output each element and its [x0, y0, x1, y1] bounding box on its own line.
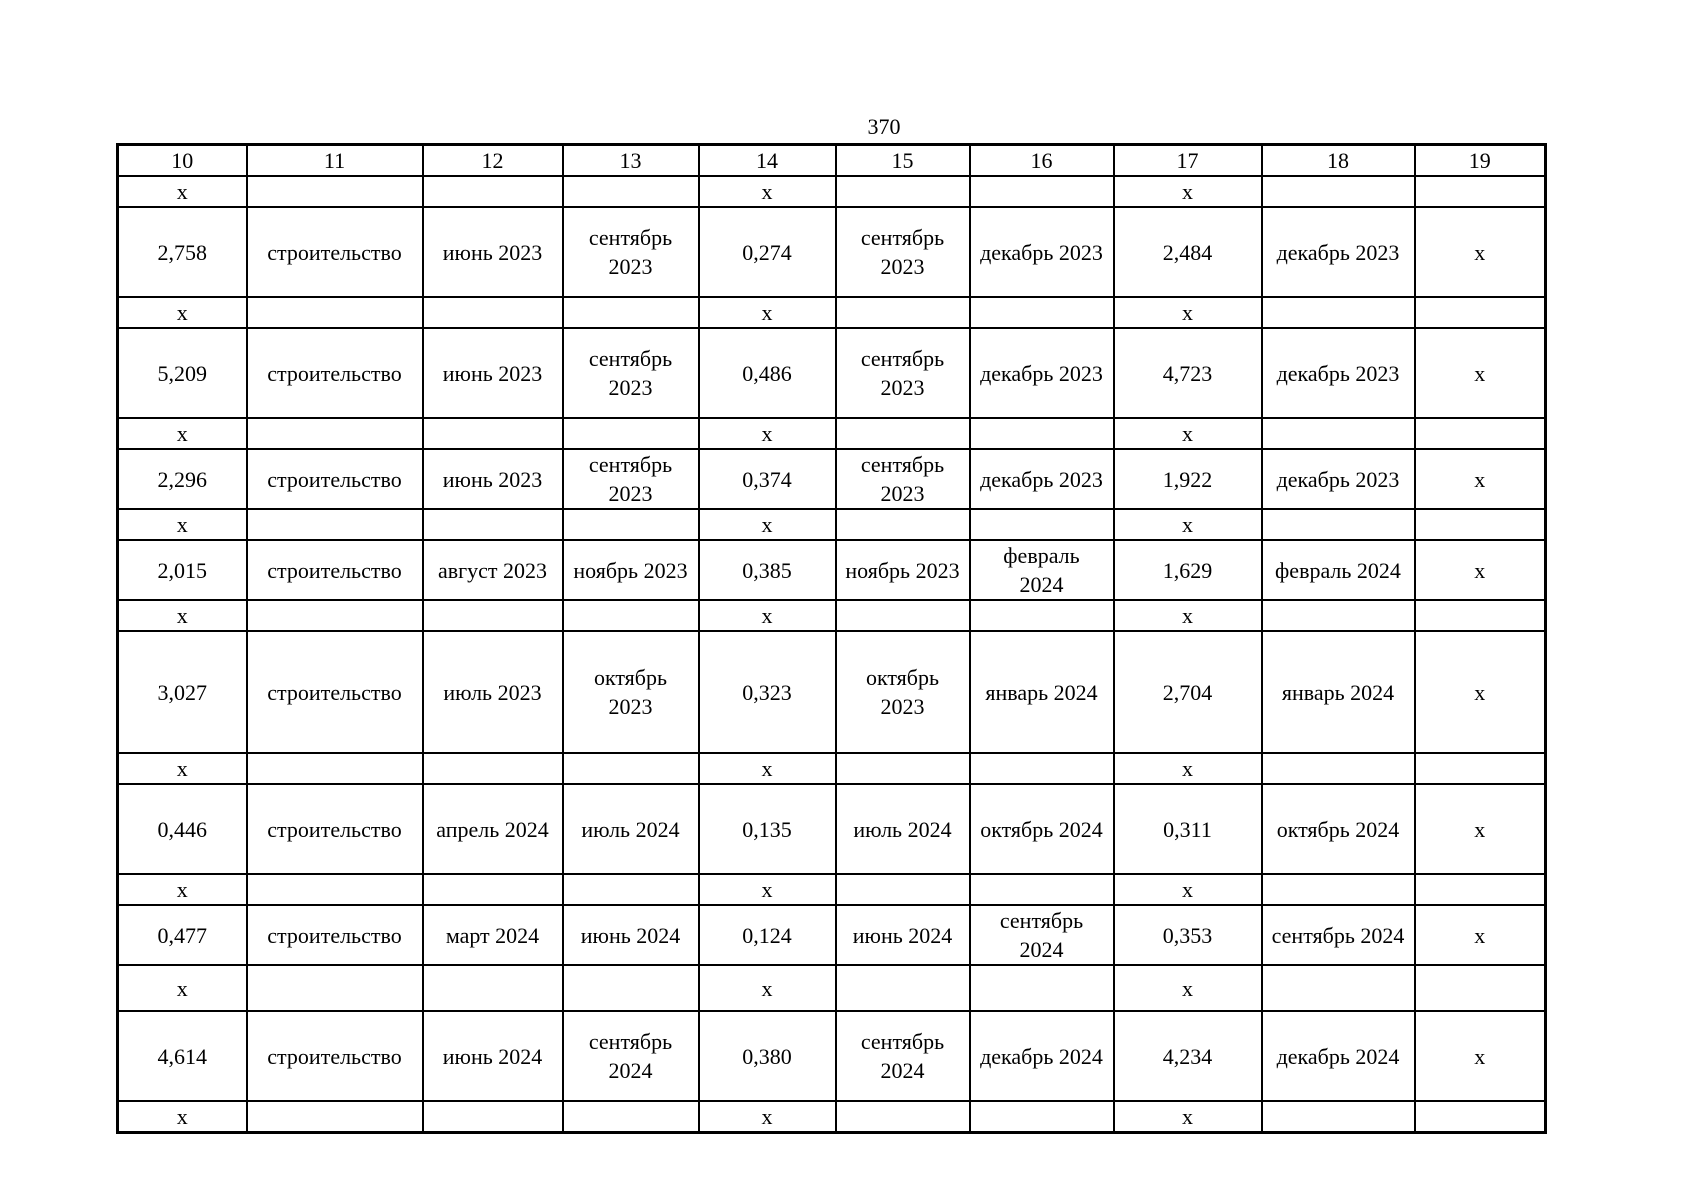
table-cell: сентябрь 2023 — [836, 328, 970, 418]
table-cell — [563, 418, 699, 449]
table-cell: декабрь 2024 — [970, 1011, 1114, 1101]
table-cell: 2,758 — [118, 207, 247, 297]
table-cell: x — [118, 297, 247, 328]
table-row — [118, 449, 1546, 509]
table-cell: 4,723 — [1114, 328, 1262, 418]
table-cell: x — [699, 600, 836, 631]
table-cell — [970, 176, 1114, 207]
table-row — [118, 297, 1546, 328]
column-header: 16 — [970, 145, 1114, 177]
table-cell — [423, 176, 563, 207]
column-header: 14 — [699, 145, 836, 177]
table-cell: 0,374 — [699, 449, 836, 509]
column-header: 10 — [118, 145, 247, 177]
table-cell — [970, 965, 1114, 1011]
table-cell: 0,477 — [118, 905, 247, 965]
table-cell — [247, 509, 423, 540]
table-cell: x — [118, 176, 247, 207]
table-cell — [247, 965, 423, 1011]
table-cell — [423, 418, 563, 449]
table-cell — [247, 874, 423, 905]
table-row — [118, 540, 1546, 600]
table-cell — [247, 418, 423, 449]
table-cell: декабрь 2023 — [970, 328, 1114, 418]
table-cell: декабрь 2023 — [970, 207, 1114, 297]
table-cell: 2,484 — [1114, 207, 1262, 297]
table-cell — [970, 1101, 1114, 1133]
column-header: 19 — [1415, 145, 1546, 177]
table-cell: 0,385 — [699, 540, 836, 600]
table-cell: 4,234 — [1114, 1011, 1262, 1101]
table-cell — [1262, 418, 1415, 449]
table-row — [118, 418, 1546, 449]
table-cell: сентябрь 2024 — [563, 1011, 699, 1101]
table-cell: x — [699, 965, 836, 1011]
table-row — [118, 965, 1546, 1011]
table-cell — [423, 1101, 563, 1133]
table-cell: строительство — [247, 784, 423, 874]
table-cell: x — [1415, 905, 1546, 965]
table-cell: строительство — [247, 540, 423, 600]
table-row — [118, 1011, 1546, 1101]
table-cell — [836, 753, 970, 784]
table-cell: 0,446 — [118, 784, 247, 874]
table-cell: 2,704 — [1114, 631, 1262, 753]
table-cell: x — [1415, 631, 1546, 753]
table-cell — [563, 600, 699, 631]
table-cell: 0,323 — [699, 631, 836, 753]
table-cell: июнь 2024 — [423, 1011, 563, 1101]
table-cell: 2,015 — [118, 540, 247, 600]
table-row — [118, 600, 1546, 631]
table-cell: x — [699, 753, 836, 784]
table-cell — [836, 600, 970, 631]
table-row — [118, 874, 1546, 905]
table-cell: x — [1114, 176, 1262, 207]
table-cell: декабрь 2023 — [970, 449, 1114, 509]
table-cell: x — [1114, 509, 1262, 540]
table-cell: 5,209 — [118, 328, 247, 418]
table-cell: x — [1415, 328, 1546, 418]
table-cell: x — [1114, 418, 1262, 449]
table-cell: август 2023 — [423, 540, 563, 600]
column-header: 17 — [1114, 145, 1262, 177]
table-cell — [970, 600, 1114, 631]
table-cell — [836, 418, 970, 449]
table-cell: x — [699, 418, 836, 449]
table-cell: x — [118, 509, 247, 540]
table-cell — [836, 509, 970, 540]
table-cell — [423, 297, 563, 328]
page-number: 370 — [867, 114, 901, 139]
table-cell — [423, 509, 563, 540]
table-cell: x — [1415, 207, 1546, 297]
header-row — [118, 145, 1546, 177]
table-row — [118, 905, 1546, 965]
table-cell: март 2024 — [423, 905, 563, 965]
table-cell — [836, 176, 970, 207]
table-cell: 0,311 — [1114, 784, 1262, 874]
table-cell: июль 2024 — [836, 784, 970, 874]
table-cell: x — [1415, 784, 1546, 874]
table-cell: 0,486 — [699, 328, 836, 418]
table-cell: x — [1114, 874, 1262, 905]
table-cell — [247, 176, 423, 207]
table-cell: 2,296 — [118, 449, 247, 509]
table-cell: июнь 2024 — [836, 905, 970, 965]
table-cell: февраль 2024 — [970, 540, 1114, 600]
table-cell — [1262, 176, 1415, 207]
table-cell: x — [1114, 297, 1262, 328]
table-cell: x — [1114, 753, 1262, 784]
table-row — [118, 631, 1546, 753]
table-cell: x — [118, 965, 247, 1011]
table-cell: строительство — [247, 207, 423, 297]
table-cell: x — [1114, 1101, 1262, 1133]
table-cell: строительство — [247, 631, 423, 753]
table-cell: 0,124 — [699, 905, 836, 965]
table-cell — [247, 753, 423, 784]
table-cell: строительство — [247, 328, 423, 418]
table-cell: x — [118, 600, 247, 631]
column-header: 15 — [836, 145, 970, 177]
table-cell — [1415, 965, 1546, 1011]
table-cell: строительство — [247, 1011, 423, 1101]
table-cell: x — [699, 874, 836, 905]
table-cell — [970, 874, 1114, 905]
table-cell: 3,027 — [118, 631, 247, 753]
table-cell — [836, 965, 970, 1011]
table-cell: 0,135 — [699, 784, 836, 874]
table-cell: 1,629 — [1114, 540, 1262, 600]
table-cell: октябрь 2023 — [563, 631, 699, 753]
table-cell — [1262, 753, 1415, 784]
table-cell — [970, 418, 1114, 449]
column-header: 12 — [423, 145, 563, 177]
table-row — [118, 1101, 1546, 1133]
table-row — [118, 176, 1546, 207]
table-cell: x — [1415, 449, 1546, 509]
table-cell: январь 2024 — [1262, 631, 1415, 753]
table-cell: сентябрь 2023 — [563, 207, 699, 297]
table-cell: октябрь 2024 — [1262, 784, 1415, 874]
table-cell: x — [699, 509, 836, 540]
table-row — [118, 753, 1546, 784]
table-cell — [970, 509, 1114, 540]
table-cell: сентябрь 2023 — [563, 449, 699, 509]
table-cell — [970, 753, 1114, 784]
table-cell: 4,614 — [118, 1011, 247, 1101]
table-cell: 1,922 — [1114, 449, 1262, 509]
table-cell: июнь 2024 — [563, 905, 699, 965]
table-cell: 0,274 — [699, 207, 836, 297]
table-cell: сентябрь 2024 — [970, 905, 1114, 965]
table-cell: строительство — [247, 449, 423, 509]
table-cell — [1262, 297, 1415, 328]
table-cell — [247, 600, 423, 631]
table-cell — [563, 509, 699, 540]
table-cell — [836, 874, 970, 905]
table-cell — [1262, 600, 1415, 631]
table-cell: сентябрь 2023 — [563, 328, 699, 418]
table-cell — [1262, 874, 1415, 905]
table-cell: x — [1114, 600, 1262, 631]
table-cell — [1262, 965, 1415, 1011]
table-cell — [563, 1101, 699, 1133]
table-cell — [1415, 1101, 1546, 1133]
table-cell: x — [118, 874, 247, 905]
table-cell: ноябрь 2023 — [563, 540, 699, 600]
table-cell: сентябрь 2024 — [1262, 905, 1415, 965]
column-header: 18 — [1262, 145, 1415, 177]
table-cell — [423, 874, 563, 905]
table-cell: декабрь 2023 — [1262, 328, 1415, 418]
table-cell — [1415, 418, 1546, 449]
table-cell: февраль 2024 — [1262, 540, 1415, 600]
column-header: 11 — [247, 145, 423, 177]
table-cell: сентябрь 2024 — [836, 1011, 970, 1101]
table-cell: июнь 2023 — [423, 449, 563, 509]
table-cell: декабрь 2024 — [1262, 1011, 1415, 1101]
table-cell: апрель 2024 — [423, 784, 563, 874]
table-cell — [1262, 509, 1415, 540]
table-cell: x — [1415, 1011, 1546, 1101]
table-cell: июль 2023 — [423, 631, 563, 753]
table-cell: декабрь 2023 — [1262, 449, 1415, 509]
table-cell — [563, 297, 699, 328]
table-cell — [1415, 509, 1546, 540]
table-cell — [970, 297, 1114, 328]
table-cell — [423, 753, 563, 784]
table-cell: июнь 2023 — [423, 328, 563, 418]
table-cell — [836, 297, 970, 328]
table-cell: июль 2024 — [563, 784, 699, 874]
table-cell: x — [699, 1101, 836, 1133]
table-cell: строительство — [247, 905, 423, 965]
data-table — [116, 143, 1547, 1134]
table-cell: 0,353 — [1114, 905, 1262, 965]
table-cell: октябрь 2024 — [970, 784, 1114, 874]
table-cell — [563, 176, 699, 207]
table-cell: ноябрь 2023 — [836, 540, 970, 600]
table-cell — [563, 965, 699, 1011]
table-cell — [1415, 176, 1546, 207]
table-cell — [1415, 297, 1546, 328]
table-cell: январь 2024 — [970, 631, 1114, 753]
table-cell — [1415, 874, 1546, 905]
table-cell — [1262, 1101, 1415, 1133]
table-row — [118, 207, 1546, 297]
table-cell: сентябрь 2023 — [836, 207, 970, 297]
table-cell — [423, 965, 563, 1011]
table-cell: сентябрь 2023 — [836, 449, 970, 509]
table-cell — [563, 753, 699, 784]
table-cell: x — [699, 176, 836, 207]
table-row — [118, 509, 1546, 540]
table-cell — [1415, 600, 1546, 631]
table-cell — [1415, 753, 1546, 784]
table-cell: x — [118, 418, 247, 449]
table-cell: x — [118, 753, 247, 784]
column-header: 13 — [563, 145, 699, 177]
table-row — [118, 784, 1546, 874]
table-cell: x — [118, 1101, 247, 1133]
table-cell — [836, 1101, 970, 1133]
table-cell — [423, 600, 563, 631]
table-cell: 0,380 — [699, 1011, 836, 1101]
table-row — [118, 328, 1546, 418]
table-cell — [563, 874, 699, 905]
table-cell: x — [699, 297, 836, 328]
table-cell: июнь 2023 — [423, 207, 563, 297]
table-cell: декабрь 2023 — [1262, 207, 1415, 297]
table-body — [118, 145, 1546, 1133]
table-cell: октябрь 2023 — [836, 631, 970, 753]
table-cell: x — [1114, 965, 1262, 1011]
table-cell: x — [1415, 540, 1546, 600]
table-cell — [247, 297, 423, 328]
table-cell — [247, 1101, 423, 1133]
